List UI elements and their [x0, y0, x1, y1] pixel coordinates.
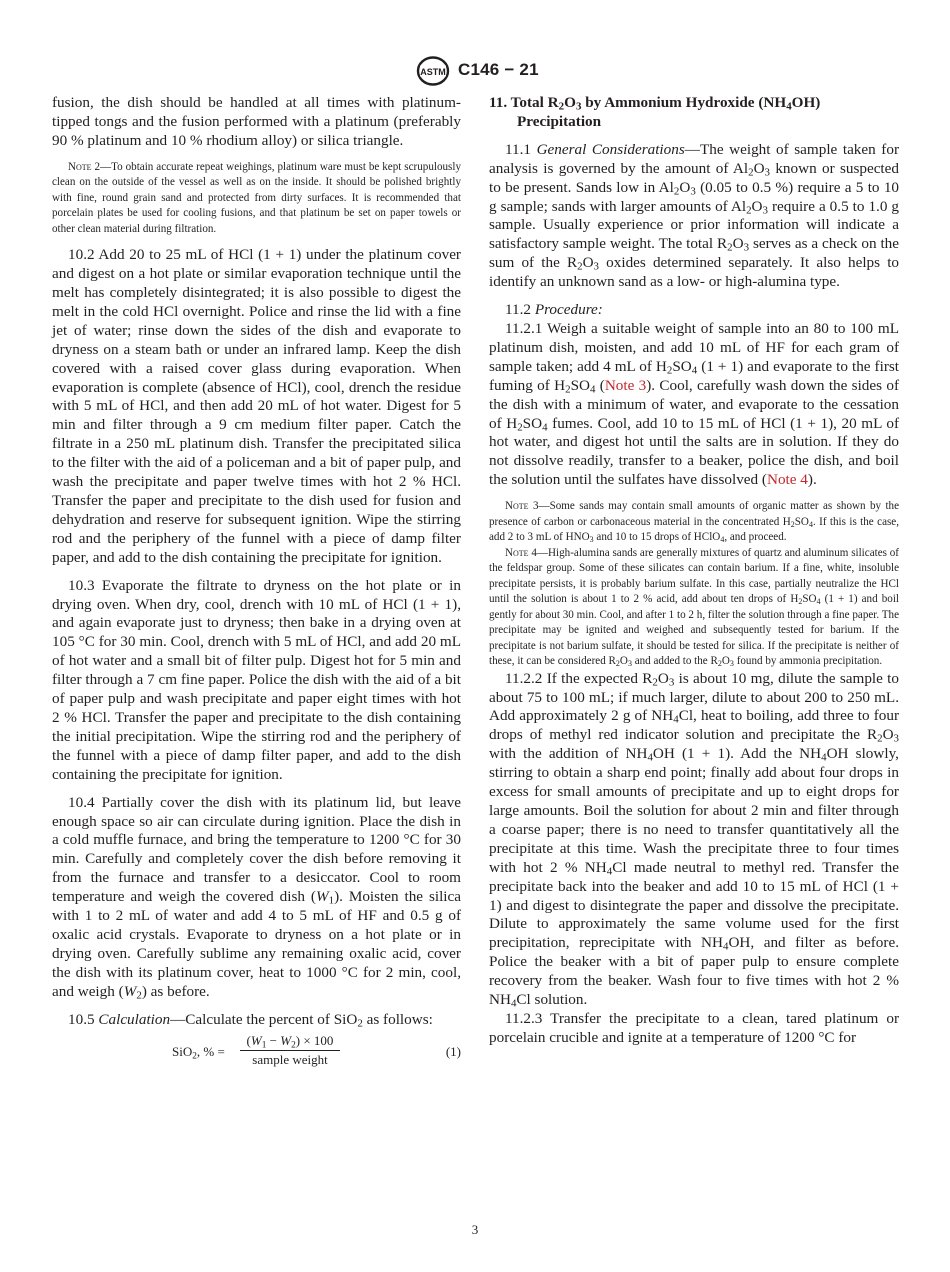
text-run: 11.1 — [505, 140, 537, 158]
text-run: O — [753, 159, 765, 177]
text-run: ( — [595, 376, 605, 394]
text-run: O — [619, 655, 628, 668]
text-run: SO — [802, 593, 817, 606]
subscript: 3 — [690, 185, 696, 198]
text-run: O — [564, 94, 576, 111]
text-run: serves as a check on the sum of the R — [489, 235, 899, 272]
text-run: − — [266, 1033, 281, 1049]
text-run: 4—High-alumina sands are generally mixtures of quartz and aluminum silicates of the feldspar group. Some of these silicates can contain barium. If a fine, white, insoluble precipitate persists, it is probably barium sulfate. In this case, partially neutralize the HCl until the solution is about 1 to 2 % acid, add about ten drops of H — [489, 546, 899, 606]
subscript: 2 — [748, 166, 754, 179]
text-run: fusion, the dish should be handled at all times with platinum-tipped tongs and the fusion performed with a platinum (preferably 90 % platinum and 10 % rhodium alloy) or silica triangle. — [52, 94, 461, 149]
text-run: (1 + 1) and boil gently for about 30 min. Cool, and after 1 to 2 h, filter the solution through a fine paper. The precipitate may be ignited and weighed and subsequently tested for barium. If the precipitate is not barium sulfate, it should be tested for silica. If the precipitate is neither of these, it can be considered R — [489, 593, 899, 668]
subscript: 2 — [192, 1051, 197, 1062]
note-label: Note — [68, 160, 92, 173]
subscript: 1 — [328, 894, 335, 907]
text-run: 11.2.1 Weigh a suitable weight of sample into an 80 to 100 mL platinum dish, moisten, and add 10 mL of HF for each gram of sample taken; add 4 mL of H — [489, 319, 899, 375]
text-run: oxides determined separately. It also helps to identify an unknown sand as a low- or high-alumina type. — [489, 254, 900, 291]
para-10-4 — [52, 794, 461, 1002]
para-11-1 — [489, 141, 899, 292]
subscript: 3 — [729, 659, 734, 669]
para-10-5 — [52, 1011, 461, 1030]
text-run: sample weight — [252, 1052, 328, 1068]
subscript: 4 — [647, 751, 653, 764]
note-label: Note — [505, 500, 529, 513]
italic-text: General Considerations — [536, 140, 685, 158]
text-run: by Ammonium Hydroxide (NH — [581, 94, 787, 111]
subscript: 1 — [261, 1040, 267, 1051]
equation-1 — [52, 1033, 461, 1071]
subscript: 4 — [722, 941, 729, 954]
text-run: O — [582, 254, 594, 272]
subscript: 4 — [606, 865, 613, 878]
text-run: as follows: — [362, 1010, 433, 1028]
text-run: OH slowly, stirring to obtain a sharp end point; finally add about four drops in excess for small amounts of precipitate and up to eight drops for large amounts. Boil the solution for about 2 min and filter through a coarse paper; there is no need to transfer quantitatively all the precipitate at this time. Wash the precipitate three to four times with hot 2 % NH — [489, 745, 899, 876]
subscript: 4 — [542, 421, 548, 434]
para-11-2-3 — [489, 1010, 899, 1048]
fraction-numerator — [240, 1033, 340, 1051]
astm-logo-icon — [414, 56, 452, 86]
italic-text: W — [250, 1033, 262, 1049]
text-run: Cl solution. — [516, 991, 588, 1009]
subscript: 4 — [673, 714, 679, 727]
subscript: 2 — [790, 519, 795, 529]
subscript: 2 — [727, 242, 733, 255]
subscript: 3 — [762, 204, 768, 217]
italic-text: Calculation — [98, 1010, 171, 1028]
text-run: O — [679, 178, 691, 196]
text-run: 10.2 Add 20 to 25 mL of HCl (1 + 1) under the platinum cover and digest on a hot plate or similar evaporation technique until the melt has completely disintegrated; it is also possible to digest the melt in the cold HCl overnight. Police and rinse the lid with a fine jet of water; rinse down the sides of the dish and evaporate to dryness on a steam bath or under an infrared lamp. Keep the dish covered with a raised cover glass during evaporation. When evaporation is complete (absence of HCl), cool, drench the residue with 5 mL of HCl, and then add 20 mL of hot water. Digest for 5 min and filter through a 9 cm medium filter paper. Catch the filtrate in a 250 mL platinum dish. Transfer the precipitated silica to the filter with the aid of a policeman and a bit of paper pulp, and wash the precipitate and paper twelve times with hot 2 % HCl. Transfer the paper and precipitate to the dish used for fusion and dehydration and reserve for subsequent ignition. Wipe the stirring rod and the periphery of the funnel with a piece of damp filter paper, and add to the dish containing the precipitate for ignition. — [52, 246, 461, 566]
note-2 — [52, 160, 461, 238]
text-run: ) × 100 — [295, 1033, 334, 1049]
subscript: 2 — [565, 383, 571, 396]
text-run: OH) Precipitation — [517, 94, 821, 130]
text-run: SO — [570, 376, 590, 394]
text-run: require a 0.5 to 1.0 g sample. Usually experience or prior information will indicate a satisfactory sample weight. The total R — [489, 197, 900, 253]
note-reference-link[interactable]: Note 3 — [604, 376, 647, 394]
subscript: 2 — [717, 659, 722, 669]
text-run: with the addition of NH — [489, 745, 648, 763]
text-run: ( — [246, 1033, 251, 1049]
subscript: 3 — [893, 733, 899, 746]
text-run: found by ammonia precipitation. — [733, 655, 883, 668]
text-run: , and proceed. — [724, 531, 787, 544]
text-run: Cl, heat to boiling, add three to four drops of methyl red indicator solution and precipitate the R — [489, 707, 899, 744]
subscript: 2 — [798, 597, 803, 607]
para-10-2 — [52, 246, 461, 567]
subscript: 2 — [357, 1017, 363, 1030]
equation-lhs — [172, 1044, 225, 1060]
text-run: . If this is the case, add 2 to 3 mL of HNO — [489, 515, 900, 544]
text-run: SO — [672, 357, 692, 375]
subscript: 2 — [577, 260, 583, 273]
text-run: OH, and filter as before. Police the beaker with a bit of paper pulp to ensure complete recovery from the beaker. Wash four to five times with hot 2 % NH — [489, 934, 899, 1009]
equation-fraction — [240, 1033, 340, 1068]
text-run: 10.4 Partially cover the dish with its platinum lid, but leave enough space so air can circulate during ignition. Place the dish in a cold muffle furnace, and bring the temperature to 1200 °C for 30 min. Carefully and completely cover the dish before removing it from the furnace and transfer to a desiccator. Cool to room temperature and weigh the covered dish ( — [52, 793, 461, 906]
text-run: —Calculate the percent of SiO — [170, 1010, 358, 1028]
note-4 — [489, 546, 899, 670]
text-run: 3—Some sands may contain small amounts of organic matter as shown by the presence of carbon or carbonaceous material in the concentrated H — [489, 500, 899, 528]
subscript: 2 — [877, 733, 883, 746]
para-10-3 — [52, 577, 461, 785]
subscript: 3 — [668, 676, 675, 689]
subscript: 4 — [510, 997, 517, 1010]
standard-designation: C146 − 21 — [458, 60, 539, 79]
subscript: 2 — [136, 989, 142, 1002]
subscript: 3 — [589, 535, 594, 545]
text-run: (1 + 1) and evaporate to the first fuming of H — [489, 357, 900, 394]
subscript: 2 — [746, 204, 752, 217]
subscript: 2 — [517, 421, 523, 434]
text-run: O — [657, 669, 669, 687]
subscript: 4 — [720, 535, 725, 545]
text-run: ). Moisten the silica with 1 to 2 mL of water and add 4 to 5 mL of HF and 0.5 g of oxalic acid crystals. Evaporate to dryness on a hot plate or in drying oven. Carefully sublime any remaining oxalic acid, cover the dish with its platinum cover, heat to 1000 °C for 2 min, cool, and weigh ( — [52, 888, 461, 1000]
text-run: O — [721, 655, 730, 668]
text-run: O — [751, 197, 763, 215]
text-run: SO — [522, 414, 543, 432]
section-11-title — [489, 94, 899, 132]
text-run: ). — [807, 471, 817, 489]
subscript: 3 — [575, 100, 582, 113]
subscript: 4 — [808, 519, 813, 529]
subscript: 2 — [615, 659, 620, 669]
subscript: 2 — [652, 676, 658, 689]
text-run: O — [882, 726, 894, 744]
para-11-2-2 — [489, 670, 899, 1010]
subscript: 3 — [764, 166, 770, 179]
text-run: SO — [794, 515, 809, 528]
text-run: OH (1 + 1). Add the NH — [652, 745, 822, 763]
para-11-2 — [489, 301, 899, 320]
italic-text: Procedure: — [534, 301, 603, 319]
right-column — [489, 94, 899, 1048]
text-run: known or suspected to be present. Sands low in Al — [489, 159, 899, 196]
text-run: SiO — [172, 1044, 193, 1060]
subscript: 3 — [743, 242, 750, 255]
subscript: 2 — [666, 364, 673, 377]
note-reference-link[interactable]: Note 4 — [766, 471, 808, 489]
subscript: 4 — [816, 597, 821, 607]
subscript: 2 — [558, 100, 565, 113]
subscript: 4 — [821, 751, 827, 764]
note-label: Note — [505, 546, 529, 559]
subscript: 2 — [673, 185, 680, 198]
subscript: 4 — [691, 364, 698, 377]
subscript: 4 — [786, 100, 792, 113]
text-run: Cl made neutral to methyl red. Transfer the precipitate back into the beaker and add 10 to 15 mL of HCl (1 + 1) and digest to disintegrate the paper and dissolve the precipitate. Dilute to approximately the same volume used for the first precipitation, reprecipitate with NH — [489, 858, 899, 952]
text-run: , % = — [196, 1044, 225, 1060]
para-11-2-1 — [489, 320, 899, 490]
text-run: —The weight of sample taken for analysis is governed by the amount of Al — [489, 140, 900, 177]
equation-number: (1) — [445, 1044, 461, 1060]
note-3 — [489, 499, 899, 546]
left-column — [52, 94, 461, 1071]
text-run: 10.3 Evaporate the filtrate to dryness on the hot plate or in drying oven. When dry, cool, drench with 10 mL of HCl (1 + 1), and again evaporate just to dryness; then bake in a drying oven at 105 °C for 30 min. Cool, drench with 5 mL of HCl, and add 20 mL of hot water and a small bit of filter pulp. Digest hot for 5 min and filter through a 7 cm fine paper. Police the dish with the aid of a bit of paper pulp and wash precipitate and paper eight times with hot 2 % HCl. Transfer the paper and precipitate to the dish containing the initial precipitation. Wipe the stirring rod and the periphery of the funnel with a piece of damp filter paper, and add to the dish containing the precipitate for ignition. — [52, 576, 461, 783]
text-run: 2—To obtain accurate repeat weighings, platinum ware must be kept scrupulously clean on the outside of the vessel as well as on the inside. It should be polished brightly with fine, round grain sand and protected from dirty surfaces. It is recommended that porcelain plates be used for cooling fusions, and that platinum be set on paper towels or other clean material during filtration. — [52, 160, 461, 235]
text-run: ) as before. — [141, 982, 210, 1000]
text-run: O — [732, 235, 744, 253]
text-run: 11. Total R — [489, 94, 559, 111]
p-cont — [52, 94, 461, 151]
subscript: 3 — [627, 659, 632, 669]
text-run: is about 10 mg, dilute the sample to about 75 to 100 mL; if much larger, dilute to about 200 to 250 mL. Add approximately 2 g of NH — [489, 669, 899, 725]
italic-text: W — [280, 1033, 292, 1049]
subscript: 4 — [589, 383, 596, 396]
italic-text: W — [315, 888, 329, 906]
text-run: and 10 to 15 drops of HClO — [593, 531, 721, 544]
page-header — [0, 56, 950, 86]
text-run: and added to the R — [631, 655, 718, 668]
text-run: fumes. Cool, add 10 to 15 mL of HCl (1 + 1), 20 mL of hot water, and digest hot until the salts are in solution. If they do not dissolve readily, transfer to a beaker, police the dish, and boil the solution until the sulfates have dissolved ( — [489, 414, 900, 489]
text-run: 11.2.2 If the expected R — [505, 669, 653, 687]
italic-text: W — [123, 982, 137, 1000]
text-run: 11.2.3 Transfer the precipitate to a clean, tared platinum or porcelain crucible and ignite at a temperature of 1200 °C for — [489, 1009, 899, 1046]
subscript: 3 — [593, 260, 600, 273]
text-run: (0.05 to 0.5 %) require a 5 to 10 g sample; sands with larger amounts of Al — [489, 178, 900, 215]
text-run: 10.5 — [68, 1010, 99, 1028]
subscript: 2 — [291, 1040, 296, 1051]
text-run: 11.2 — [505, 301, 535, 319]
astm-logo-text: ASTM — [420, 67, 446, 77]
fraction-denominator — [240, 1051, 340, 1068]
page-number: 3 — [471, 1222, 479, 1237]
text-run: ). Cool, carefully wash down the sides of the dish with a minimum of water, and evaporate to the cessation of H — [489, 376, 899, 432]
